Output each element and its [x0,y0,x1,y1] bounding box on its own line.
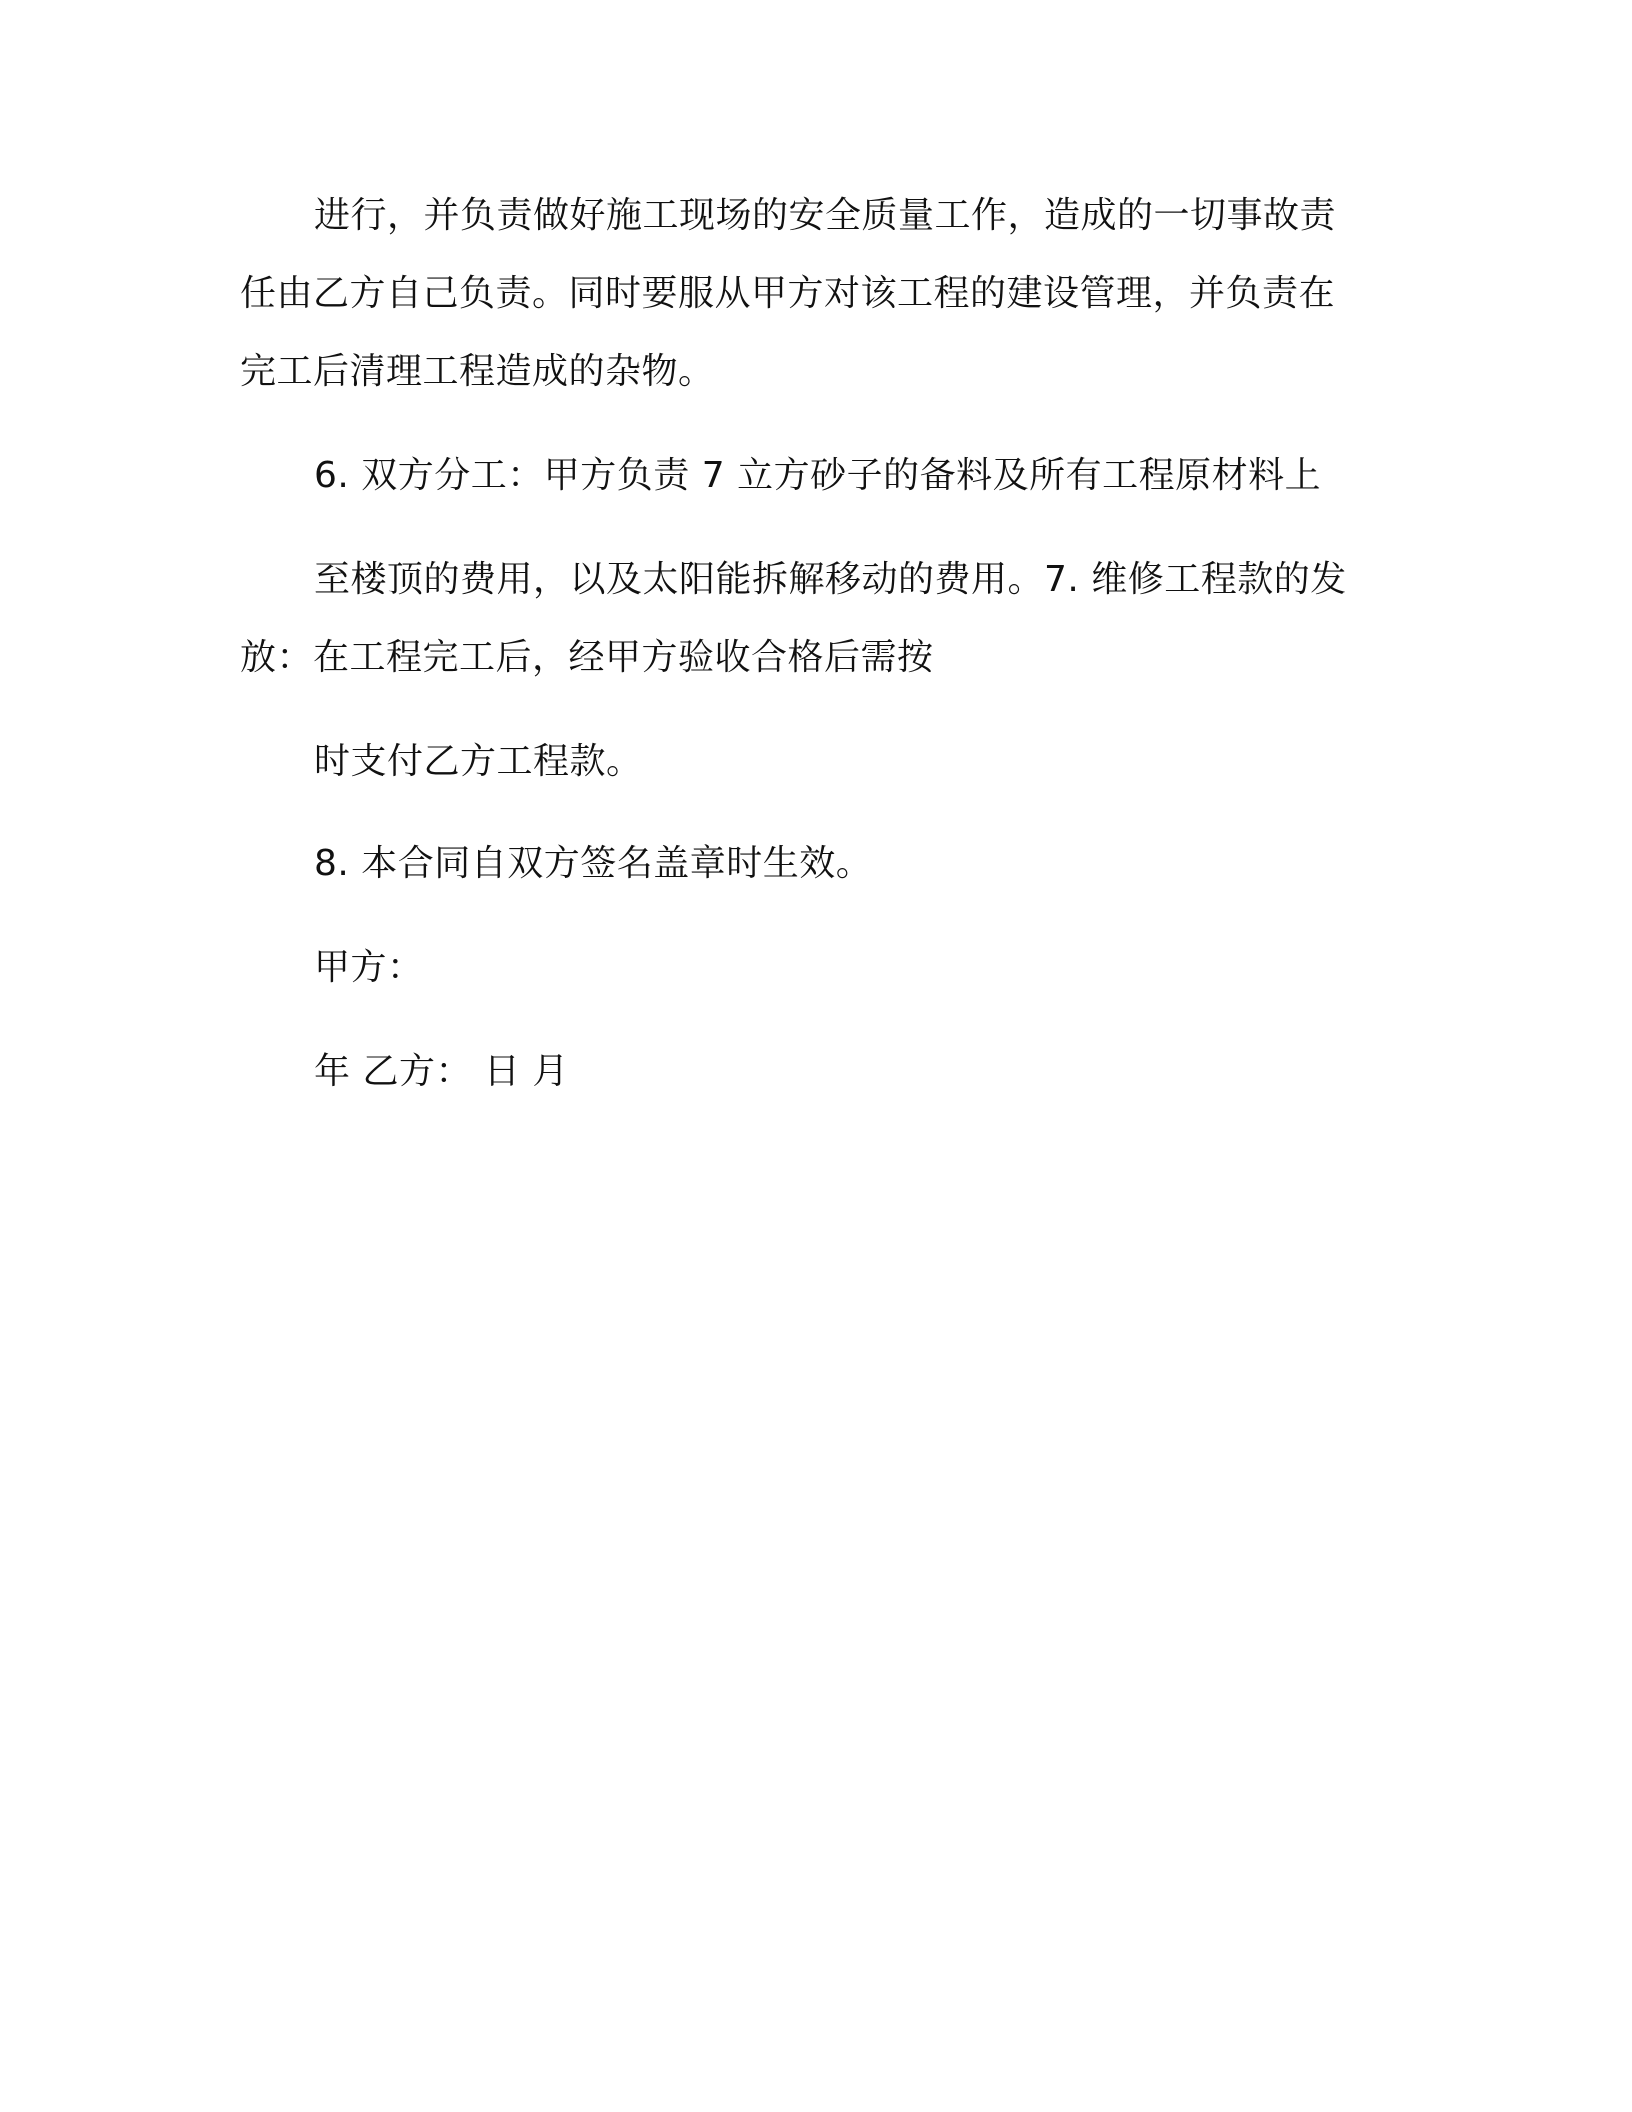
text-line: 放：在工程完工后，经甲方验收合格后需按 [240,637,934,678]
text-line: 任由乙方自己负责。同时要服从甲方对该工程的建设管理，并负责在 [240,273,1336,314]
signature-date-line: 年 乙方： 日 月 [314,1051,569,1092]
text-line: 至楼顶的费用，以及太阳能拆解移动的费用。7. 维修工程款的发 [314,559,1347,600]
text-line: 进行，并负责做好施工现场的安全质量工作，造成的一切事故责 [314,195,1337,236]
text-line: 8. 本合同自双方签名盖章时生效。 [314,843,873,884]
party-a-label: 甲方： [314,947,424,988]
text-line: 时支付乙方工程款。 [314,741,643,782]
text-line: 完工后清理工程造成的杂物。 [240,351,715,392]
text-line: 6. 双方分工：甲方负责 7 立方砂子的备料及所有工程原材料上 [314,455,1322,496]
